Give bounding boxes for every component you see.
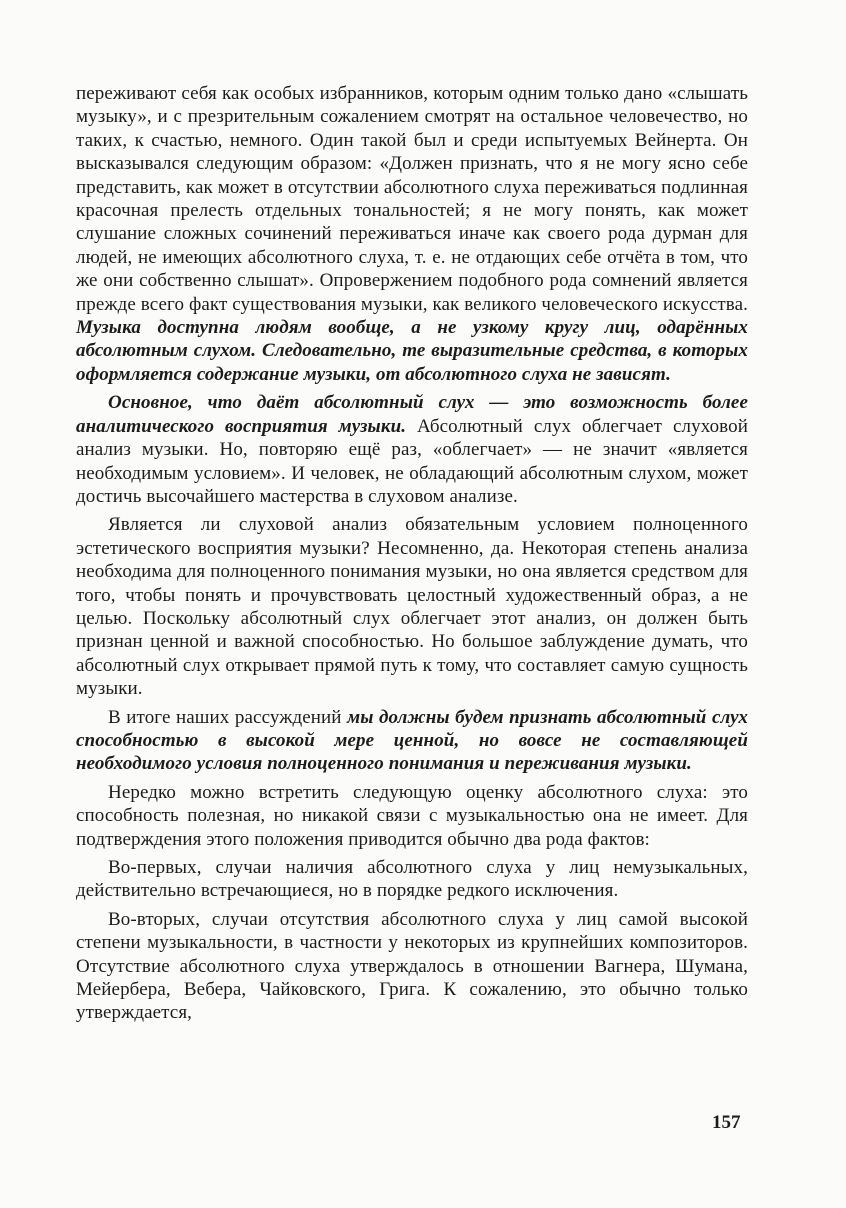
paragraph-text: Во-вторых, случаи отсутствия абсолютного слуха у лиц самой высокой степени музыкальности, в частности у некоторых из крупнейших композиторов. Отсутствие абсолютного слуха утверждалось в отношении Вагнера, Шумана, Мейербера, Вебера, Чайковского, Грига. К сожалению, это обычно только утверждается, bbox=[76, 908, 748, 1024]
paragraph-text: Нередко можно встретить следующую оценку абсолютного слуха: это способность полезная, но никакой связи с музыкальностью она не имеет. Для подтверждения этого положения приводится обычно два рода фактов: bbox=[76, 781, 748, 850]
paragraph-text: Является ли слуховой анализ обязательным условием полноценного эстетического восприятия музыки? Несомненно, да. Некоторая степень анализа необходима для полноценного понимания музыки, но она является средством для того, чтобы понять и прочувствовать целостный художественный образ, а не целью. Поскольку абсолютный слух облегчает этот анализ, он должен быть признан ценной и важной способностью. Но большое заблуждение думать, что абсолютный слух открывает прямой путь к тому, что составляет самую сущность музыки. bbox=[76, 514, 748, 700]
paragraph-italic-text: Музыка доступна людям вообще, а не узкому кругу лиц, одарённых абсолютным слухом. Следовательно, те выразительные средства, в которых оформляется содержание музыки, от абсолютного слуха не зависят. bbox=[76, 317, 748, 385]
paragraph-text: переживают себя как особых избранников, которым одним только дано «слышать музыку», и с презрительным сожалением смотрят на остальное человечество, но таких, к счастью, немного. Один такой был и среди испытуемых Вейнерта. Он высказывался следующим образом: «Должен признать, что я не могу ясно себе представить, как может в отсутствии абсолютного слуха переживаться подлинная красочная прелесть отдельных тональностей; я не могу понять, как может слушание сложных сочинений переживаться иначе как своего рода дурман для людей, не имеющих абсолютного слуха, т. е. не отдающих себе отчёта в том, что же они собственно слышат». Опровержением подобного рода сомнений является прежде всего факт существования музыки, как великого человеческого искусства. bbox=[76, 83, 748, 315]
paragraph-3 bbox=[76, 513, 748, 700]
paragraph-6 bbox=[76, 856, 748, 903]
paragraph-1 bbox=[76, 82, 748, 386]
paragraph-2 bbox=[76, 391, 748, 508]
paragraph-7 bbox=[76, 908, 748, 1025]
paragraph-italic-text: Основное, что даёт абсолютный слух — это возможность более аналитического восприятия музыки. bbox=[76, 392, 748, 437]
page-body-text bbox=[76, 82, 748, 1030]
paragraph-text: В итоге наших рассуждений bbox=[108, 706, 348, 728]
page-number: 157 bbox=[712, 1112, 741, 1133]
paragraph-text: Абсолютный слух облегчает слуховой анализ музыки. Но, повторяю ещё раз, «облегчает» — не значит «является необходимым условием». И человек, не обладающий абсолютным слухом, может достичь высочайшего мастерства в слуховом анализе. bbox=[76, 415, 748, 507]
paragraph-5 bbox=[76, 781, 748, 851]
paragraph-italic-text: мы должны будем признать абсолютный слух способностью в высокой мере ценной, но вовсе не составляющей необходимого условия полноценного понимания и переживания музыки. bbox=[76, 706, 748, 775]
paragraph-4 bbox=[76, 706, 748, 776]
paragraph-text: Во-первых, случаи наличия абсолютного слуха у лиц немузыкальных, действительно встречающиеся, но в порядке редкого исключения. bbox=[76, 857, 748, 902]
